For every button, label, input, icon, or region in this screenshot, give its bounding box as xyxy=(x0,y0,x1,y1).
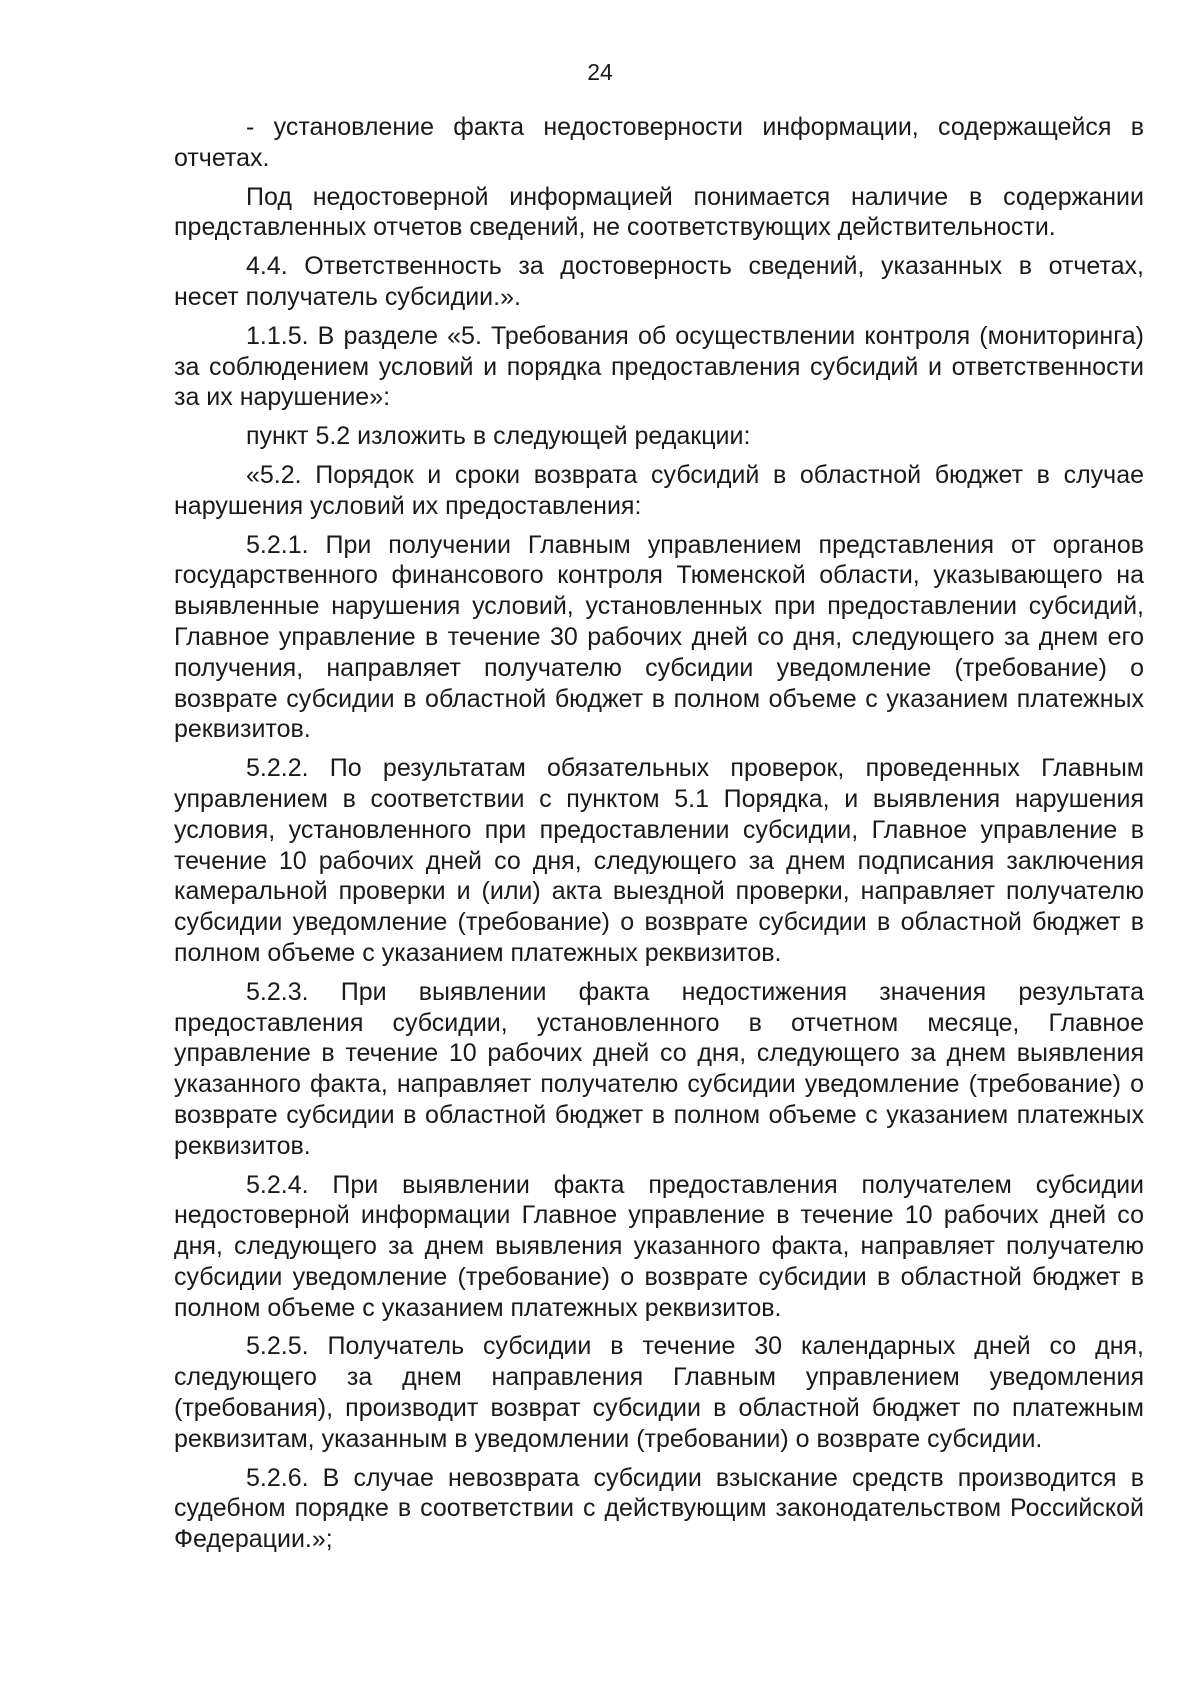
paragraph-5-2-2: 5.2.2. По результатам обязательных проверок, проведенных Главным управлением в соответствии с пунктом 5.1 Порядка, и выявления нарушения условия, установленного при предоставлении субсидии, Главное управление в течение 10 рабочих дней со дня, следующего за днем подписания заключения камеральной проверки и (или) акта выездной проверки, направляет получателю субсидии уведомление (требование) о возврате субсидии в областной бюджет в полном объеме с указанием платежных реквизитов. xyxy=(174,754,1144,967)
paragraph-unreliable-info-fact: - установление факта недостоверности информации, содержащейся в отчетах. xyxy=(174,113,1144,172)
paragraph-5-2-4: 5.2.4. При выявлении факта предоставления получателем субсидии недостоверной информации Главное управление в течение 10 рабочих дней со дня, следующего за днем выявления указанного факта, направляет получателю субсидии уведомление (требование) о возврате субсидии в областной бюджет в полном объеме с указанием платежных реквизитов. xyxy=(174,1170,1144,1322)
paragraph-item-5-2-intro: пункт 5.2 изложить в следующей редакции: xyxy=(246,422,751,451)
paragraph-5-2: «5.2. Порядок и сроки возврата субсидий в областной бюджет в случае нарушения условий их предоставления: xyxy=(174,460,1144,520)
paragraph-1-1-5: 1.1.5. В разделе «5. Требования об осуществлении контроля (мониторинга) за соблюдением условий и порядка предоставления субсидий и ответственности за их нарушение»: xyxy=(174,321,1144,412)
document-body xyxy=(174,112,1144,1555)
paragraph-4-4: 4.4. Ответственность за достоверность сведений, указанных в отчетах, несет получатель субсидии.». xyxy=(174,252,1144,311)
paragraph-5-2-1: 5.2.1. При получении Главным управлением представления от органов государственного финансового контроля Тюменской области, указывающего на выявленные нарушения условий, установленных при предоставлении субсидий, Главное управление в течение 30 рабочих дней со дня, следующего за днем его получения, направляет получателю субсидии уведомление (требование) о возврате субсидии в областной бюджет в полном объеме с указанием платежных реквизитов. xyxy=(174,530,1144,744)
paragraph-5-2-3: 5.2.3. При выявлении факта недостижения значения результата предоставления субсидии, установленного в отчетном месяце, Главное управление в течение 10 рабочих дней со дня, следующего за днем выявления указанного факта, направляет получателю субсидии уведомление (требование) о возврате субсидии в областной бюджет в полном объеме с указанием платежных реквизитов. xyxy=(174,977,1144,1160)
paragraph-5-2-5: 5.2.5. Получатель субсидии в течение 30 календарных дней со дня, следующего за днем направления Главным управлением уведомления (требования), производит возврат субсидии в областной бюджет по платежным реквизитам, указанным в уведомлении (требовании) о возврате субсидии. xyxy=(174,1332,1144,1453)
paragraph-unreliable-info-definition: Под недостоверной информацией понимается наличие в содержании представленных отчетов сведений, не соответствующих действительности. xyxy=(174,182,1144,242)
page-number: 24 xyxy=(587,59,613,85)
paragraph-5-2-6: 5.2.6. В случае невозврата субсидии взыскание средств производится в судебном порядке в соответствии с действующим законодательством Российской Федерации.»; xyxy=(174,1463,1144,1554)
